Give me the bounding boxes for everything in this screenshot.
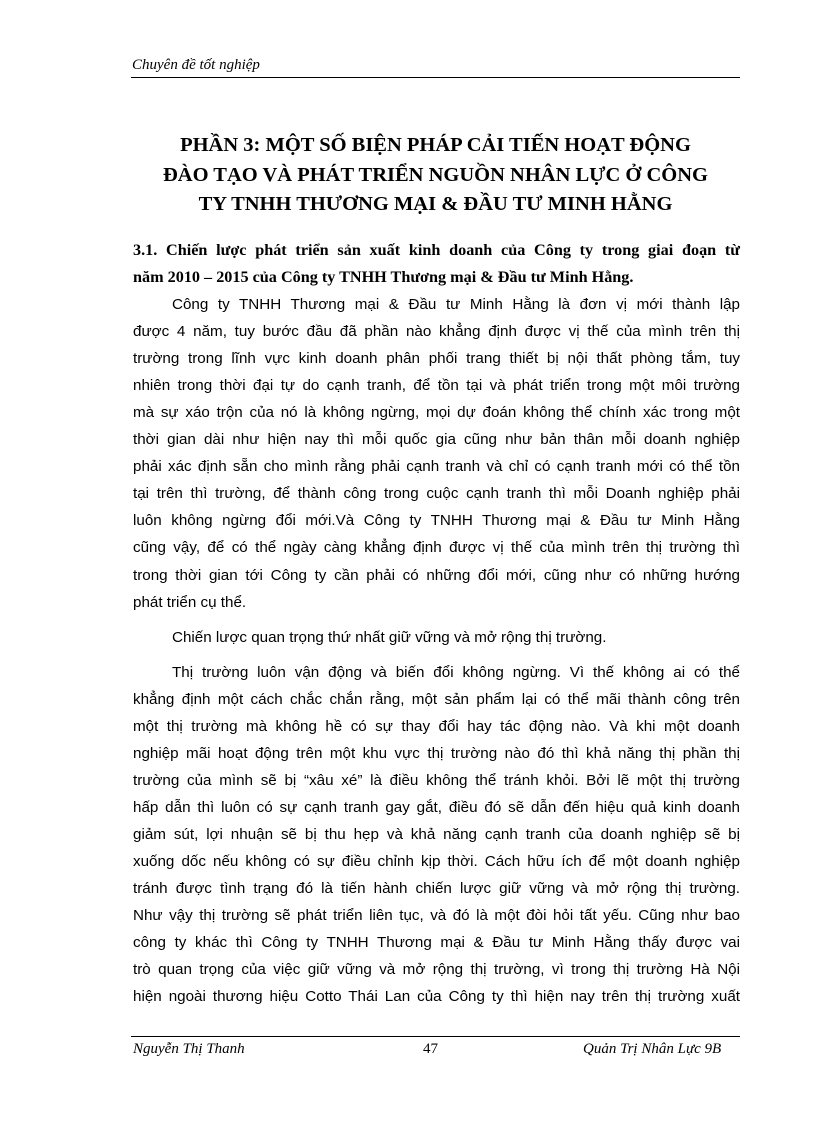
text-line: công ty khác thì Công ty TNHH Thương mại & Đầu tư Minh Hằng thấy được vai <box>133 934 740 952</box>
text-line: tại trên thì trường, để thành công trong cuộc cạnh tranh thì mỗi Doanh nghiệp phải <box>133 485 740 503</box>
text-line: cũng vậy, để có thể ngày càng khẳng định được vị thế của mình trên thị trường thì <box>133 539 740 557</box>
text-line: xuống dốc nếu không có sự điều chỉnh kịp thời. Cách hữu ích để một doanh nghiệp <box>133 852 740 870</box>
text-line: luôn không ngừng đổi mới.Và Công ty TNHH Thương mại & Đầu tư Minh Hằng <box>133 512 740 530</box>
text-line: phải xác định sẵn cho mình rằng phải cạnh tranh và chỉ có cạnh tranh mới có thể tồn <box>133 458 740 476</box>
chapter-title <box>131 131 740 220</box>
text-line: nhiên trong thời đại tự do cạnh tranh, để tồn tại và phát triển trong một môi trường <box>133 377 740 395</box>
text-line: một thị trường mà không hề có sự thay đổi hay tác động nào. Và khi một doanh <box>133 717 740 735</box>
text-line: Công ty TNHH Thương mại & Đầu tư Minh Hằng là đơn vị mới thành lập <box>172 296 740 314</box>
text-line: thời gian dài như hiện nay thì mỗi quốc gia cũng như bản thân mỗi doanh nghiệp <box>133 431 740 449</box>
footer-author: Nguyễn Thị Thanh <box>133 1041 245 1057</box>
text-line: tránh được tình trạng đó là tiến hành chiến lược giữ vững và mở rộng thị trường. <box>133 880 740 898</box>
text-line: giảm sút, lợi nhuận sẽ bị thu hẹp và khả năng cạnh tranh của doanh nghiệp sẽ bị <box>133 825 740 843</box>
text-line: trong thời gian tới Công ty cần phải có những đổi mới, cũng như có những hướng <box>133 566 740 584</box>
text-line: phát triển cụ thể. <box>133 593 247 611</box>
text-line: mà sự xáo trộn của nó là không ngừng, mọi dự đoán không thể chính xác trong một <box>133 404 740 422</box>
chapter-title-line: TY TNHH THƯƠNG MẠI & ĐẦU TƯ MINH HẰNG <box>198 193 673 215</box>
text-line: hấp dẫn thì luôn có sự cạnh tranh gay gắt, điều đó sẽ dẫn đến hiệu quả kinh doanh <box>133 798 740 816</box>
section-heading-line: 3.1. Chiến lược phát triển sản xuất kinh doanh của Công ty trong giai đoạn từ <box>133 241 740 259</box>
text-line: được 4 năm, tuy bước đầu đã phần nào khẳng định được vị thế của mình trên thị <box>133 323 740 341</box>
footer-divider <box>131 1036 740 1037</box>
header-divider <box>131 77 740 78</box>
text-line: khẳng định một cách chắc chắn rằng, một sản phẩm lại có thể mãi thành công trên <box>133 690 740 708</box>
text-line: nghiệp mãi hoạt động trên một khu vực thị trường nào đó thì khả năng thị phần thị <box>133 744 740 762</box>
footer-course: Quản Trị Nhân Lực 9B <box>583 1041 722 1057</box>
text-line: trường trong lĩnh vực kinh doanh phân phối trang thiết bị nội thất phòng tắm, tuy <box>133 350 740 368</box>
page-number: 47 <box>423 1041 438 1057</box>
section-heading-line: năm 2010 – 2015 của Công ty TNHH Thương mại & Đầu tư Minh Hằng. <box>133 268 634 286</box>
text-line: hiện ngoài thương hiệu Cotto Thái Lan của Công ty thì hiện nay trên thị trường xuất <box>133 988 740 1006</box>
text-line: trò quan trọng của việc giữ vững và mở rộng thị trường, vì trong thị trường Hà Nội <box>133 961 740 979</box>
running-header: Chuyên đề tốt nghiệp <box>132 57 260 73</box>
body-text <box>133 264 740 1010</box>
chapter-title-line: PHẦN 3: MỘT SỐ BIỆN PHÁP CẢI TIẾN HOẠT ĐỘNG <box>180 134 691 156</box>
text-line: trường của mình sẽ bị “xâu xé” là điều không thể tránh khỏi. Bởi lẽ một thị trường <box>133 771 740 789</box>
text-line: Chiến lược quan trọng thứ nhất giữ vững và mở rộng thị trường. <box>172 628 607 646</box>
paragraph-intro <box>133 291 740 616</box>
chapter-title-line: ĐÀO TẠO VÀ PHÁT TRIỂN NGUỒN NHÂN LỰC Ở CÔNG <box>162 163 708 186</box>
paragraph-market <box>133 659 740 1011</box>
text-line: Thị trường luôn vận động và biến đổi không ngừng. Vì thế không ai có thể <box>172 663 740 681</box>
paragraph-strategy-heading <box>133 624 740 651</box>
text-line: Như vậy thị trường sẽ phát triển liên tục, và đó là một đòi hỏi tất yếu. Cũng như bao <box>133 907 740 925</box>
